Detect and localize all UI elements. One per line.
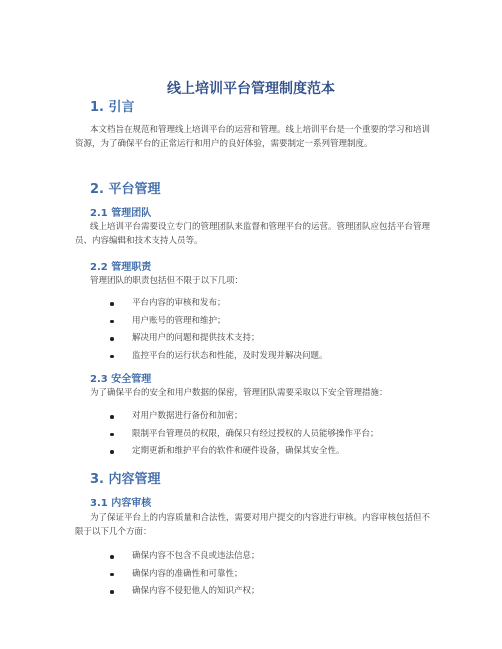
bullet-icon (110, 415, 114, 419)
bullet-icon (110, 355, 114, 359)
bullet-icon (110, 337, 114, 341)
bullet-icon (110, 320, 114, 324)
section-2-1-heading: 2.1 管理团队 (90, 208, 152, 219)
bullet-icon (110, 433, 114, 437)
section-3-1-paragraph: 为了保证平台上的内容质量和合法性，需要对用户提交的内容进行审核。内容审核包括但不限于以下几个方面： (75, 513, 431, 537)
section-2-2-heading: 2.2 管理职责 (90, 262, 152, 273)
bullet-icon (110, 555, 114, 559)
section-2-3-intro: 为了确保平台的安全和用户数据的保密，管理团队需要采取以下安全管理措施： (90, 388, 388, 398)
section-1-heading: 1. 引言 (90, 100, 135, 115)
bullet-icon (110, 302, 114, 306)
section-2-heading: 2. 平台管理 (90, 182, 161, 197)
bullet-icon (110, 590, 114, 594)
section-1-paragraph: 本文档旨在规范和管理线上培训平台的运营和管理。线上培训平台是一个重要的学习和培训资源，为了确保平台的正常运行和用户的良好体验，需要制定一系列管理制度。 (75, 125, 431, 149)
section-2-3-heading: 2.3 安全管理 (90, 374, 152, 385)
section-3-1-heading: 3.1 内容审核 (90, 498, 152, 509)
bullet-icon (110, 573, 114, 577)
document-page: 线上培训平台管理制度范本 1. 引言 本文档旨在规范和管理线上培训平台的运营和管理。线上培训平台是一个重要的学习和培训资源，为了确保平台的正常运行和用户的良好体验，需要制定一系列管理制度。 2. 平台管理 2.1 管理团队 线上培训平台需要设立专门的管理团队来监督和管理平台的运营。管理团队应包括平台管理员、内容编辑和技术支持人员等。 2.2 管理职责 管理团队的职责包括但不限于以下几项： 平台内容的审核和发布； 用户账号的管理和维护； 解决用户的问题和提供技术支持； 监控平台的运行状态和性能，及时发现并解决问题。 2.3 安全管理 为了确保平台的安全和用户数据的保密，管理团队需要采取以下安全管理措施： 对用户数据进行备份和加密； 限制平台管理员的权限，确保只有经过授权的人员能够操作平台； 定期更新和维护平台的软件和硬件设备，确保其安全性。 3. 内容管理 3.1 内容审核 为了保证平台上的内容质量和合法性，需要对用户提交的内容进行审核。内容审核包括但不限于以下几个方面： 确保内容不包含不良或违法信息； 确保内容的准确性和可靠性； 确保内容不侵犯他人的知识产权； (0, 0, 502, 649)
document-title: 线上培训平台管理制度范本 (167, 81, 335, 97)
bullet-icon (110, 450, 114, 454)
section-2-1-paragraph: 线上培训平台需要设立专门的管理团队来监督和管理平台的运营。管理团队应包括平台管理员、内容编辑和技术支持人员等。 (75, 222, 431, 246)
section-3-heading: 3. 内容管理 (90, 472, 161, 487)
section-2-2-intro: 管理团队的职责包括但不限于以下几项： (90, 276, 244, 286)
